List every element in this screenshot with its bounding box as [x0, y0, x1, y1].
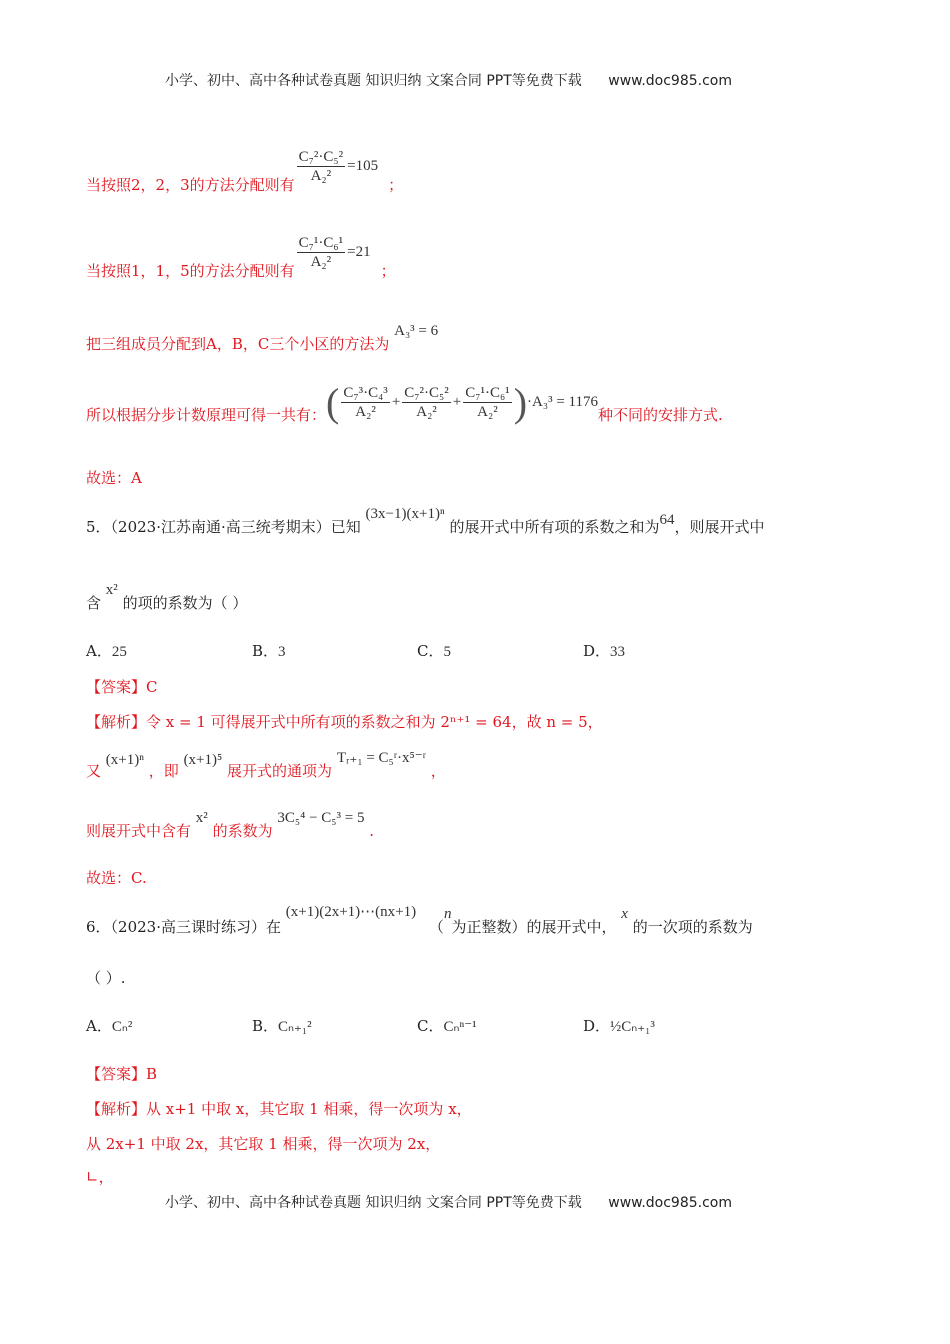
question-5-stem	[86, 506, 765, 537]
text: 又	[86, 762, 102, 780]
text: 为正整数）的展开式中，	[451, 918, 617, 936]
numerator: C₇²·C₅²	[404, 384, 449, 401]
text: 当按照1，1，5的方法分配则有	[86, 262, 295, 280]
text: ，	[430, 762, 446, 780]
solution-line-3	[86, 323, 439, 354]
punct: ；	[380, 262, 396, 280]
value: ½Cₙ₊₁³	[610, 1019, 655, 1035]
math: 64	[659, 512, 675, 528]
math: (3x−1)(x+1)ⁿ	[365, 506, 445, 522]
denominator: A₂²	[310, 168, 332, 184]
option-d[interactable]	[583, 1015, 655, 1036]
math: (x+1)ⁿ	[105, 752, 144, 768]
question-5-stem-2	[86, 582, 248, 613]
label: B．	[252, 642, 279, 660]
fraction	[297, 234, 345, 271]
denominator: A₂²	[416, 403, 437, 420]
value: 3	[278, 644, 286, 660]
value: Cₙ²	[111, 1019, 133, 1035]
analysis-line-3: ∟，	[86, 1168, 114, 1186]
text-end: 种不同的安排方式.	[597, 405, 723, 424]
solution-line-4: 所以根据分步计数原理可得一共有： ( $\frac{\text{C₇³·C₄³}}{\text{A₂²}}$ + $\frac{\text{C₇²·C₅²}}{\text{A₂²}}$ + $\frac{\text{C₇¹·C₆¹}}{\text{A₂²}}$ ) ·A₃³ = 1176 种不同的安排方式.	[86, 379, 723, 425]
answer-line: 【答案】C	[86, 678, 158, 696]
question-6-stem	[86, 904, 753, 937]
text: 所以根据分步计数原理可得一共有：	[86, 405, 327, 424]
math: A₃³ = 6	[394, 323, 439, 339]
footer-text: 小学、初中、高中各种试卷真题 知识归纳 文案合同 PPT等免费下载	[165, 1195, 582, 1211]
answer-line: 【答案】B	[86, 1065, 158, 1083]
analysis-line-2: 从 2x+1 中取 2x，其它取 1 相乘，得一次项为 2x，	[86, 1135, 441, 1153]
analysis-line-3	[86, 810, 375, 841]
label: D．	[583, 1017, 611, 1035]
text: ，即	[148, 762, 179, 780]
math: (x+1)(2x+1)⋯(nx+1)	[285, 904, 417, 920]
option-a[interactable]	[86, 1015, 132, 1036]
numerator: C₇³·C₄³	[343, 384, 388, 401]
text: 的项的系数为（ ）	[122, 594, 248, 612]
text: 令 x = 1 可得展开式中所有项的系数之和为 2ⁿ⁺¹ = 64，故 n = 5，	[146, 713, 603, 731]
text: 含	[86, 594, 102, 612]
numerator: C₇¹·C₆¹	[465, 384, 510, 401]
numerator: C₇²·C₅²	[298, 149, 344, 165]
text: 6．（2023·高三课时练习）在	[86, 918, 281, 936]
analysis-line-1	[86, 711, 603, 732]
fraction	[463, 384, 511, 421]
analysis-line-1	[86, 1098, 472, 1119]
result: =105	[347, 158, 379, 174]
text: .	[369, 822, 375, 840]
text: 从 x+1 中取 x，其它取 1 相乘，得一次项为 x，	[146, 1100, 472, 1118]
text: 5．（2023·江苏南通·高三统考期末）已知	[86, 518, 361, 536]
numerator: C₇¹·C₆¹	[298, 235, 344, 251]
header-text: 小学、初中、高中各种试卷真题 知识归纳 文案合同 PPT等免费下载	[165, 73, 582, 89]
option-b[interactable]	[252, 640, 286, 661]
option-d[interactable]	[583, 640, 625, 661]
math: Tᵣ₊₁ = C₅ʳ·x⁵⁻ʳ	[336, 750, 426, 766]
footer-site: www.doc985.com	[608, 1195, 732, 1211]
result: ·A₃³ = 1176	[527, 393, 598, 410]
label: A．	[86, 642, 112, 660]
analysis-line-2	[86, 750, 446, 781]
text: 展开式的通项为	[227, 762, 333, 780]
text: 则展开式中含有	[86, 822, 192, 840]
text: （	[428, 918, 444, 936]
denominator: A₂²	[355, 403, 376, 420]
math: x²	[195, 810, 208, 826]
page-header	[165, 70, 732, 90]
choice-line: 故选：C.	[86, 869, 147, 887]
fraction	[297, 148, 345, 185]
option-b[interactable]	[252, 1015, 312, 1036]
solution-line-1	[86, 145, 403, 195]
fraction	[402, 384, 450, 421]
page-footer	[165, 1192, 732, 1212]
label: A．	[86, 1017, 112, 1035]
text: ，则展开式中	[674, 518, 765, 536]
option-a[interactable]	[86, 640, 127, 661]
denominator: A₂²	[310, 254, 332, 270]
label: C．	[417, 642, 444, 660]
value: Cₙⁿ⁻¹	[443, 1019, 477, 1035]
math: 3C₅⁴ − C₅³ = 5	[277, 810, 365, 826]
result: =21	[347, 244, 371, 260]
question-6-stem-2: （ ）.	[86, 969, 126, 987]
fraction	[341, 384, 389, 421]
label: B．	[252, 1017, 279, 1035]
value: 25	[111, 644, 127, 660]
text: 的系数为	[212, 822, 273, 840]
option-c[interactable]	[417, 640, 451, 661]
label: C．	[417, 1017, 444, 1035]
choice-line: 故选：A	[86, 469, 142, 487]
label: D．	[583, 642, 611, 660]
text: 当按照2，2，3的方法分配则有	[86, 176, 295, 194]
text: 的展开式中所有项的系数之和为	[449, 518, 660, 536]
analysis-label: 【解析】	[86, 713, 147, 731]
solution-line-2	[86, 231, 396, 281]
math: x²	[105, 582, 118, 598]
value: 33	[610, 644, 626, 660]
math: (x+1)⁵	[183, 752, 223, 768]
text: 的一次项的系数为	[632, 918, 753, 936]
math: x	[621, 906, 628, 922]
header-site: www.doc985.com	[608, 73, 732, 89]
math: n	[443, 906, 452, 922]
denominator: A₂²	[477, 403, 498, 420]
analysis-label: 【解析】	[86, 1100, 147, 1118]
value: Cₙ₊₁²	[278, 1019, 312, 1035]
option-c[interactable]	[417, 1015, 477, 1036]
text: 把三组成员分配到A，B，C三个小区的方法为	[86, 335, 390, 353]
punct: ；	[388, 176, 404, 194]
value: 5	[443, 644, 451, 660]
